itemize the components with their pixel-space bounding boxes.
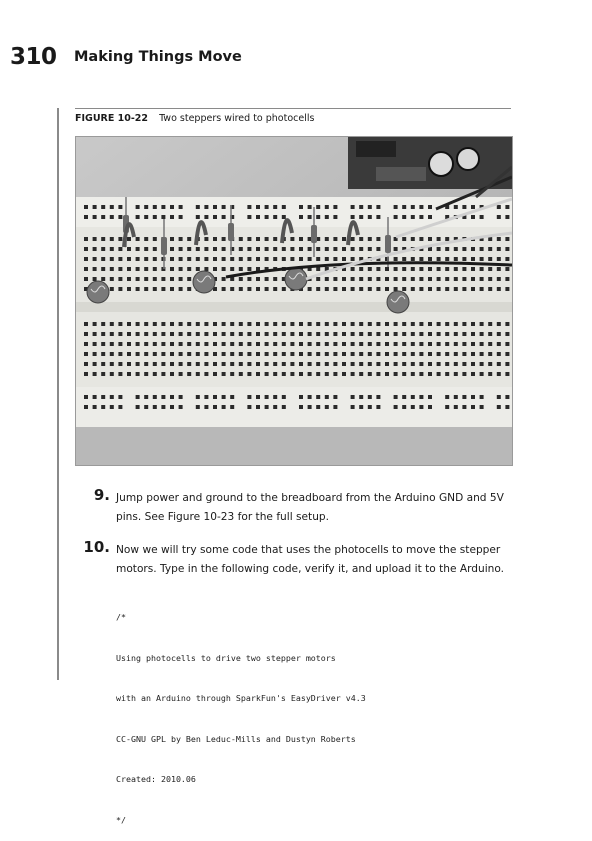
breadboard-photo bbox=[75, 136, 513, 466]
code-line: CC-GNU GPL by Ben Leduc-Mills and Dustyn Roberts bbox=[116, 733, 356, 744]
chapter-title: Making Things Move bbox=[74, 49, 242, 65]
figure-caption-text: Two steppers wired to photocells bbox=[159, 113, 315, 124]
code-line: /* bbox=[116, 612, 126, 622]
code-line: */ bbox=[116, 814, 126, 825]
code-line: Created: 2010.06 bbox=[116, 774, 196, 784]
step-text: Now we will try some code that uses the photocells to move the stepper motors. Type in the following code, verify it, and upload it to the Arduino. bbox=[116, 544, 505, 575]
page-number: 310 bbox=[10, 44, 57, 70]
code-listing bbox=[116, 584, 366, 841]
figure-caption bbox=[75, 113, 314, 124]
code-line: with an Arduino through SparkFun's EasyDriver v4.3 bbox=[116, 693, 366, 703]
figure-top-rule bbox=[75, 108, 511, 109]
code-line: Using photocells to drive two stepper motors bbox=[116, 652, 336, 663]
figure-label: FIGURE 10-22 bbox=[75, 113, 149, 124]
side-margin-rule bbox=[57, 108, 59, 680]
step-number: 10. bbox=[83, 538, 110, 556]
step-number: 9. bbox=[93, 486, 110, 504]
power-rail-top bbox=[76, 197, 512, 227]
arduino-board-corner bbox=[348, 137, 512, 189]
step-text: Jump power and ground to the breadboard from the Arduino GND and 5V pins. See Figure 10-23 for the full setup. bbox=[116, 492, 504, 523]
